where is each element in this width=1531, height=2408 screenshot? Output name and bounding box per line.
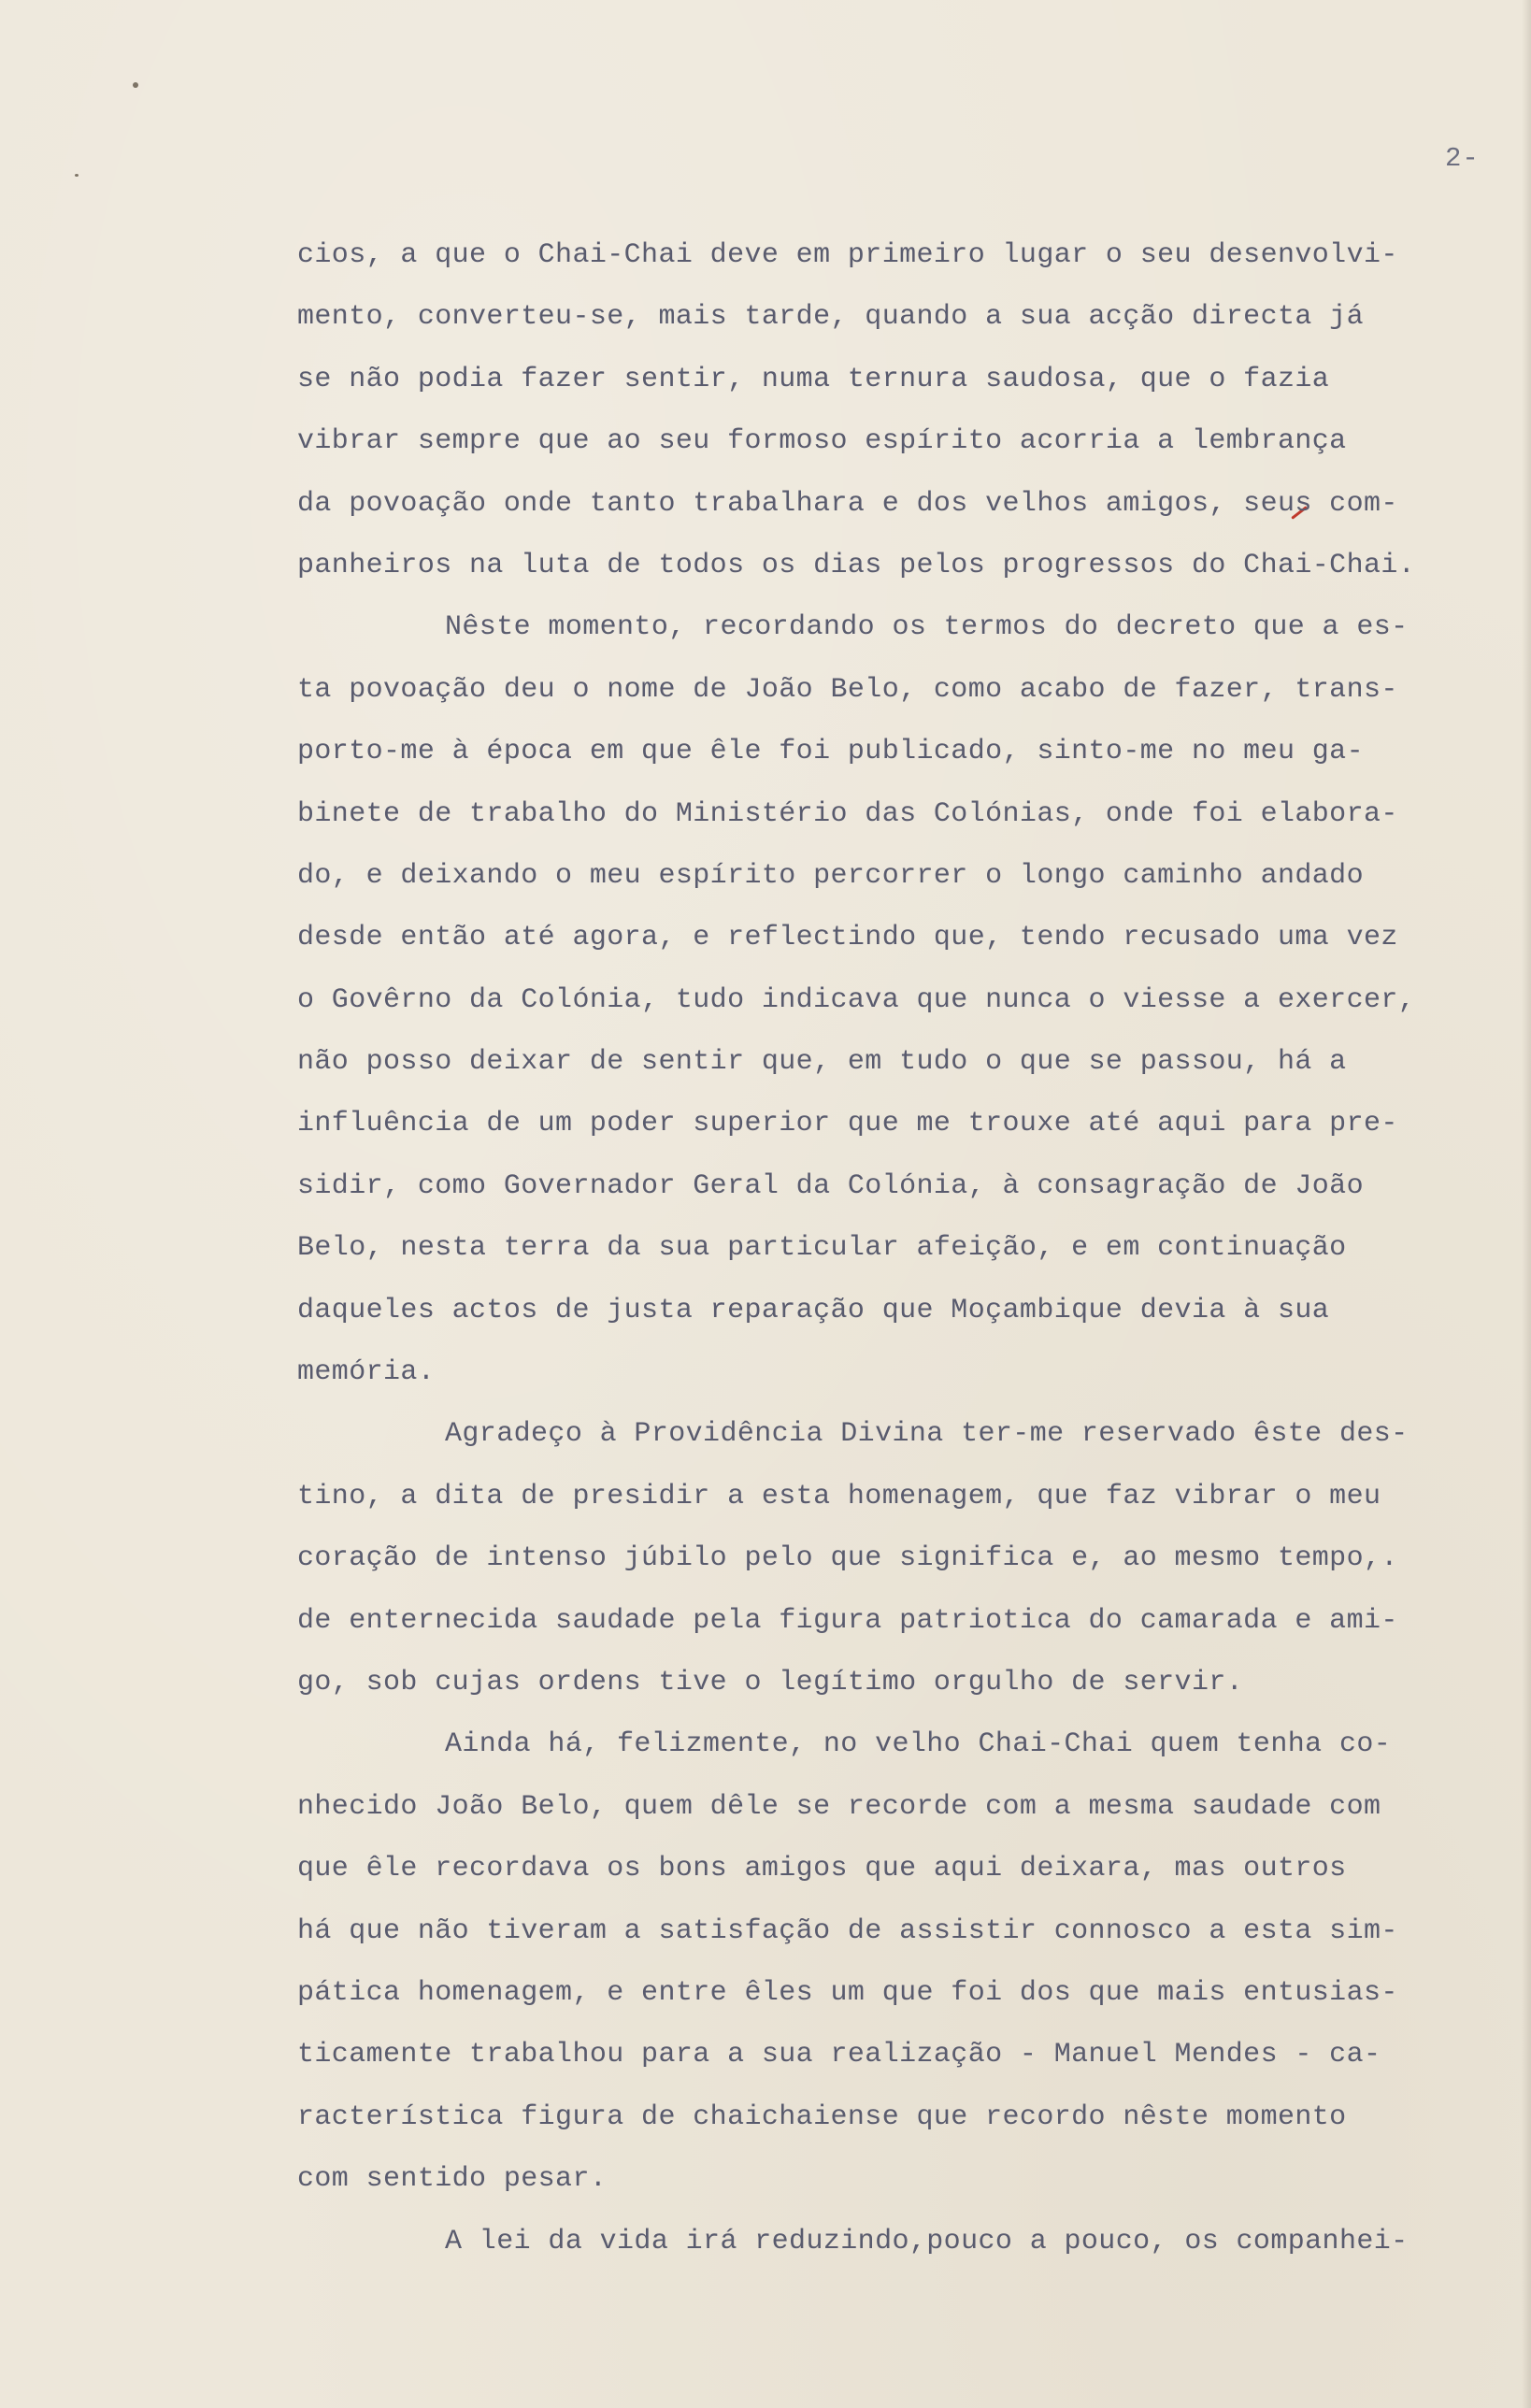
text-line: do, e deixando o meu espírito percorrer o longo caminho andado: [297, 859, 1364, 892]
text-line: Nêste momento, recordando os termos do decreto que a es-: [445, 611, 1409, 644]
text-line: cios, a que o Chai-Chai deve em primeiro lugar o seu desenvolvi-: [297, 239, 1398, 271]
text-line: Belo, nesta terra da sua particular afeição, e em continuação: [297, 1232, 1347, 1265]
text-line: panheiros na luta de todos os dias pelos progressos do Chai-Chai.: [297, 549, 1416, 581]
text-line: da povoação onde tanto trabalhara e dos velhos amigos, seus com-: [297, 487, 1398, 520]
text-line: o Govêrno da Colónia, tudo indicava que nunca o viesse a exercer,: [297, 983, 1416, 1016]
text-line: com sentido pesar.: [297, 2163, 608, 2196]
text-line: Ainda há, felizmente, no velho Chai-Chai quem tenha co-: [445, 1728, 1392, 1761]
page-number: 2-: [1445, 143, 1480, 174]
text-line: Agradeço à Providência Divina ter-me reservado êste des-: [445, 1418, 1409, 1451]
text-line: de enternecida saudade pela figura patriotica do camarada e ami-: [297, 1604, 1398, 1637]
text-line: ta povoação deu o nome de João Belo, como acabo de fazer, trans-: [297, 673, 1398, 706]
text-line: há que não tiveram a satisfação de assistir connosco a esta sim-: [297, 1914, 1398, 1947]
page-edge-shadow: [1522, 0, 1531, 2408]
text-line: mento, converteu-se, mais tarde, quando a sua acção directa já: [297, 301, 1364, 334]
text-line: tino, a dita de presidir a esta homenagem, que faz vibrar o meu: [297, 1480, 1381, 1512]
text-line: que êle recordava os bons amigos que aqui deixara, mas outros: [297, 1853, 1347, 1885]
text-line: vibrar sempre que ao seu formoso espírito acorria a lembrança: [297, 425, 1347, 458]
text-line: influência de um poder superior que me trouxe até aqui para pre-: [297, 1108, 1398, 1140]
text-line: A lei da vida irá reduzindo,pouco a pouco, os companhei-: [445, 2225, 1409, 2258]
text-line: coração de intenso júbilo pelo que significa e, ao mesmo tempo,.: [297, 1542, 1398, 1575]
text-line: sidir, como Governador Geral da Colónia, à consagração de João: [297, 1169, 1364, 1202]
text-line: go, sob cujas ordens tive o legítimo orgulho de servir.: [297, 1666, 1244, 1698]
text-line: memória.: [297, 1356, 436, 1389]
text-line: binete de trabalho do Ministério das Colónias, onde foi elabora-: [297, 797, 1398, 830]
text-line: nhecido João Belo, quem dêle se recorde com a mesma saudade com: [297, 1790, 1381, 1823]
text-line: ticamente trabalhou para a sua realização - Manuel Mendes - ca-: [297, 2039, 1381, 2071]
text-line: racterística figura de chaichaiense que recordo nêste momento: [297, 2100, 1347, 2133]
text-line: se não podia fazer sentir, numa ternura saudosa, que o fazia: [297, 363, 1330, 395]
text-line: daqueles actos de justa reparação que Moçambique devia à sua: [297, 1294, 1330, 1326]
paper-speck: [133, 82, 138, 88]
text-line: porto-me à época em que êle foi publicado, sinto-me no meu ga-: [297, 736, 1364, 768]
text-line: desde então até agora, e reflectindo que, tendo recusado uma vez: [297, 922, 1398, 954]
text-line: não posso deixar de sentir que, em tudo o que se passou, há a: [297, 1046, 1347, 1079]
paper-speck: [75, 174, 79, 177]
body-text: [297, 224, 1512, 2272]
text-line: pática homenagem, e entre êles um que foi dos que mais entusias-: [297, 1976, 1398, 2009]
